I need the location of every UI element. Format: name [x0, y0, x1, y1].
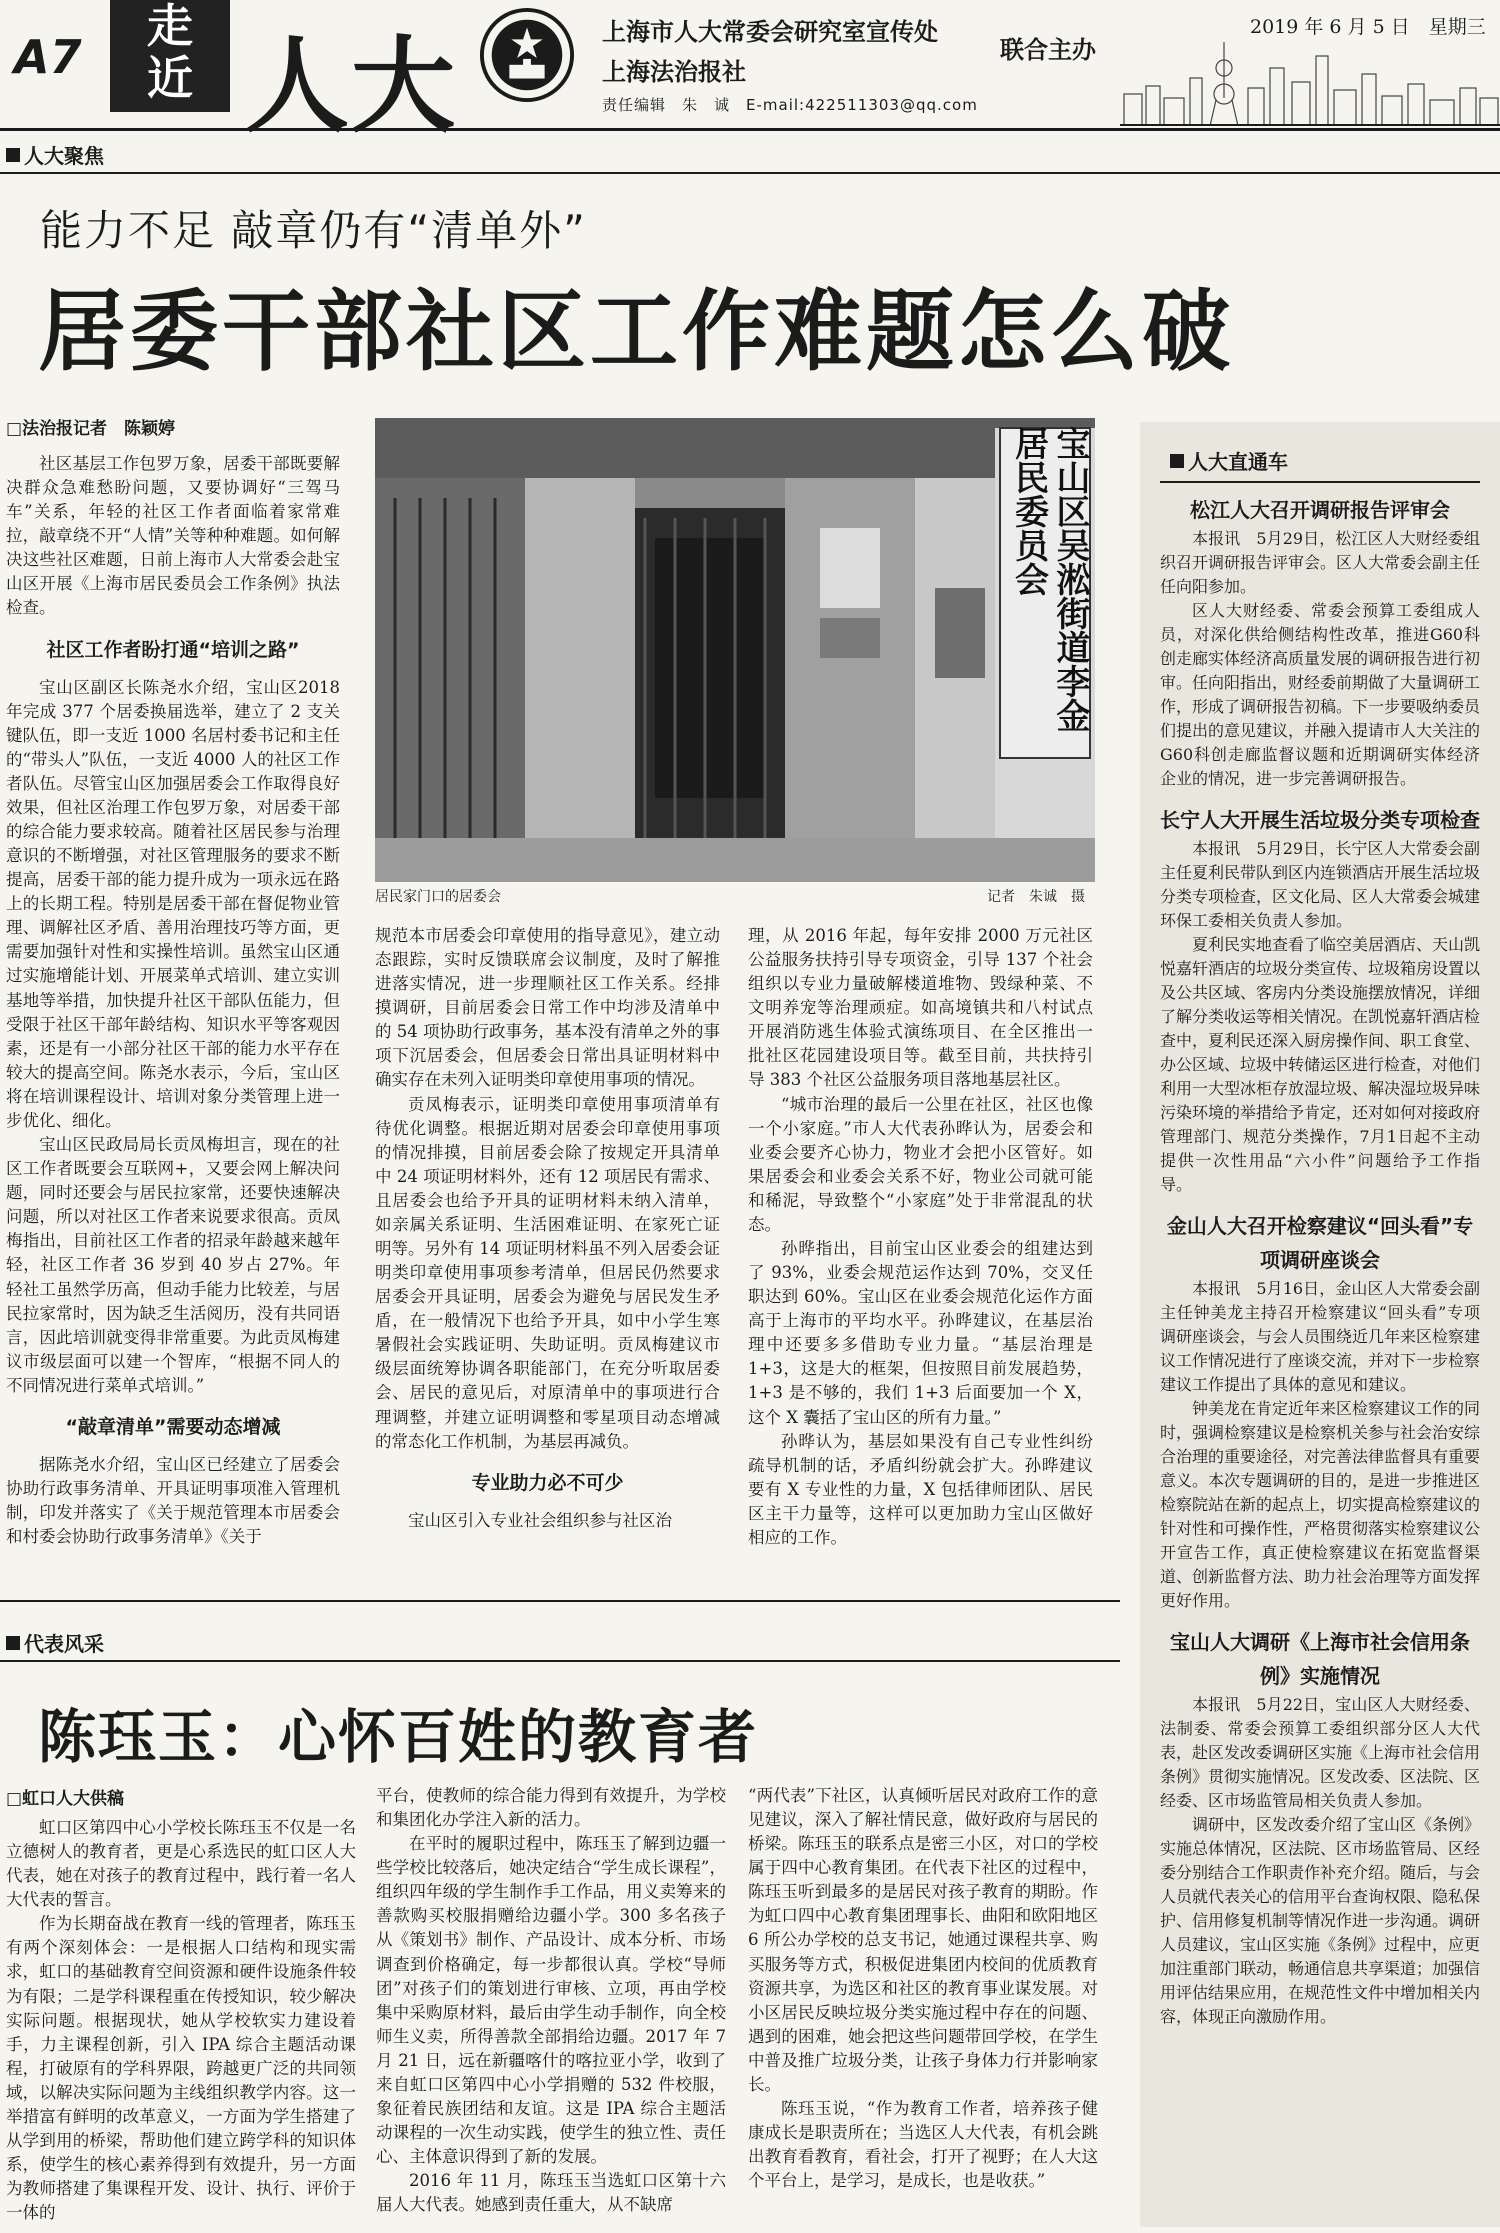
- news-title: 金山人大召开检察建议“回头看”专项调研座谈会: [1166, 1214, 1474, 1272]
- sponsor-2: 上海法治报社: [602, 58, 746, 86]
- profile-column-3: [748, 1784, 1098, 2226]
- article-column-2: [375, 924, 720, 1584]
- masthead: [0, 0, 1500, 147]
- paragraph: 区人大财经委、常委会预算工委组成人员，对深化供给侧结构性改革，推进G60科创走廊实体经济高质量发展的调研报告进行初审。任向阳指出，财经委前期做了大量调研工作，形成了调研报告初稿。下一步要吸纳委员们提出的意见建议，并融入提请市人大关注的G60科创走廊监督议题和近期调研实体经济企业的情况，进一步完善调研报告。: [1160, 601, 1481, 788]
- subheading: 社区工作者盼打通“培训之路”: [46, 638, 300, 661]
- paragraph: 作为长期奋战在教育一线的管理者，陈珏玉有两个深刻体会：一是根据人口结构和现实需求，虹口的基础教育空间资源和硬件设施条件较为有限；二是学科课程重在传授知识，较少解决实际问题。根据现状，她从学校软实力建设着手，力主课程创新，引入 IPA 综合主题活动课程，打破原有的学科界限，跨越更广泛的共同领域，以解决实际问题为主线组织教学内容。这一举措富有鲜明的改革意义，一方面为学生搭建了从学到用的桥梁，帮助他们建立跨学科的知识体系，使学生的核心素养得到有效提升，另一方面为教师搭建了集课程开发、设计、执行、评价于一体的: [6, 1914, 356, 2223]
- news-body: [1160, 1693, 1480, 2029]
- news-body: [1160, 1277, 1480, 1613]
- profile-column-1: [6, 1816, 356, 2226]
- paragraph: 本报讯 5月22日，宝山区人大财经委、法制委、常委会预算工委组织部分区人大代表，赴区发改委调研区实施《上海市社会信用条例》贯彻实施情况。区发改委、区法院、区经委、区市场监管局相关负责人参加。: [1160, 1695, 1481, 1810]
- article-column-3: [748, 924, 1093, 1584]
- photo-caption: 居民家门口的居委会: [375, 889, 501, 905]
- paragraph: 宝山区民政局局长贡凤梅坦言，现在的社区工作者既要会互联网+，又要会网上解决问题，同时还要会与居民拉家常，还要快速解决问题，所以对社区工作者来说要求很高。贡凤梅指出，目前社区工作者的招录年龄越来越年轻，社区工作者 36 岁到 40 岁占 27%。年轻社工虽然学历高，但动手能力比较差，与居民拉家常时，因为缺乏生活阅历，没有共同语言，因此培训就变得非常重要。为此贡凤梅建议市级层面可以建一个智库，“根据不同人的不同情况进行菜单式培训。”: [6, 1135, 340, 1395]
- section-label-profile: [6, 1628, 104, 1657]
- section-label-text: 人大直通车: [1188, 450, 1288, 474]
- paragraph: “城市治理的最后一公里在社区，社区也像一个小家庭。”市人大代表孙晔认为，居委会和业委会要齐心协力，物业才会把小区管好。如果居委会和业委会关系不好，物业公司就可能和稀泥，导致整个“小家庭”处于非常混乱的状态。: [748, 1094, 1093, 1234]
- sidebar-news-item: [1160, 1625, 1480, 2029]
- news-title: 松江人大召开调研报告评审会: [1190, 498, 1450, 522]
- photo-sign-text: 宝山区吴淞街道李金居民委员会: [1008, 426, 1090, 732]
- paragraph: 据陈尧水介绍，宝山区已经建立了居委会协助行政事务清单、开具证明事项准入管理机制，印发并落实了《关于规范管理本市居委会和村委会协助行政事务清单》《关于: [6, 1454, 340, 1547]
- paragraph: 夏利民实地查看了临空美居酒店、天山凯悦嘉轩酒店的垃圾分类宣传、垃圾箱房设置以及公共区域、客房内分类设施摆放情况，详细了解分类收运等相关情况。在凯悦嘉轩酒店检查中，夏利民还深入厨房操作间、职工食堂、办公区域、垃圾中转储运区进行检查，对他们利用一大型冰柜存放湿垃圾、解决湿垃圾异味污染环境的举措给予肯定，还对如何对接政府管理部门、规范分类操作，7月1日起不主动提供一次性用品“六小件”问题给予工作指导。: [1160, 935, 1481, 1194]
- divider: [0, 1600, 1120, 1602]
- news-title: 长宁人大开展生活垃圾分类专项检查: [1160, 808, 1480, 832]
- section-label-text: 人大聚焦: [24, 144, 104, 168]
- editor-line: 责任编辑 朱 诚 E-mail:422511303@qq.com: [602, 96, 978, 114]
- sidebar-news-column: [1140, 422, 1500, 2227]
- sidebar-news-item: [1160, 493, 1480, 791]
- paragraph: 宝山区副区长陈尧水介绍，宝山区2018 年完成 377 个居委换届选举，建立了 2 支关键队伍，即一支近 1000 名居村委书记和主任的“带头人”队伍，一支近 4000 人的社区工作者队伍。尽管宝山区加强居委会工作取得良好效果，但社区治理工作包罗万象，对居委干部的综合能力要求较高。随着社区居民参与治理意识的不断增强，对社区管理服务的要求不断提高，居委干部的能力提升成为一项永远在路上的长期工程。特别是居委干部在督促物业管理、调解社区矛盾、善用治理技巧等方面，更需要加强针对性和实操性培训。虽然宝山区通过实施增能计划、开展菜单式培训、建立实训基地等举措，加快提升社区干部队伍能力，但受限于社区干部年龄结构、知识水平等客观因素，还是有一小部分社区干部的能力水平存在较大的提高空间。陈尧水表示，今后，宝山区将在培训课程设计、培训对象分类管理上进一步优化、细化。: [6, 677, 340, 1130]
- paragraph: 2016 年 11 月，陈珏玉当选虹口区第十六届人大代表。她感到责任重大，从不缺席: [376, 2171, 726, 2215]
- profile-byline: □虹口人大供稿: [6, 1789, 125, 1809]
- article-kicker: 能力不足 敲章仍有“清单外”: [40, 206, 587, 255]
- paragraph: 调研中，区发改委介绍了宝山区《条例》实施总体情况，区法院、区市场监管局、区经委分别结合工作职责作补充介绍。随后，与会人员就代表关心的信用平台查询权限、隐私保护、信用修复机制等情况作进一步沟通。调研人员建议，宝山区实施《条例》过程中，应更加注重部门联动，畅通信息共享渠道；加强信用评估结果应用，在规范性文件中增加相关内容，体现正向激励作用。: [1160, 1815, 1481, 2026]
- paragraph: 规范本市居委会印章使用的指导意见》，建立动态跟踪，实时反馈联席会议制度，及时了解推进落实情况，进一步理顺社区工作关系。经排摸调研，目前居委会日常工作中均涉及清单中的 54 项协助行政事务，基本没有清单之外的事项下沉居委会，但居委会日常出具证明材料中确实存在未列入证明类印章使用事项的情况。: [375, 926, 720, 1090]
- subheading: 专业助力必不可少: [471, 1471, 624, 1494]
- issue-date: 2019 年 6 月 5 日 星期三: [1250, 16, 1486, 38]
- paragraph: 孙晔指出，目前宝山区业委会的组建达到了 93%，业委会规范运作达到 70%，交叉任职达到 60%。宝山区在业委会规范化运作方面高于上海市的平均水平。孙晔建议，在基层治理中还要多多借助专业力量。“基层治理是 1+3，这是大的框架，但按照目前发展趋势，1+3 是不够的，我们 1+3 后面要加一个 X，这个 X 囊括了宝山区的所有力量。”: [748, 1239, 1093, 1427]
- sponsor-role: 联合主办: [1000, 36, 1096, 64]
- shanghai-skyline-icon: [1120, 38, 1500, 126]
- sponsor-1: 上海市人大常委会研究室宣传处: [602, 18, 938, 46]
- sidebar-items: [1140, 483, 1500, 2233]
- paragraph: 虹口区第四中心小学校长陈珏玉不仅是一名立德树人的教育者，更是心系选民的虹口区人大代表，她在对孩子的教育过程中，践行着一名人大代表的誓言。: [6, 1818, 356, 1910]
- page-number: A7: [14, 30, 82, 84]
- paragraph: 本报讯 5月29日，长宁区人大常委会副主任夏利民带队到区内连锁酒店开展生活垃圾分类专项检查，区文化局、区人大常委会城建环保工委相关负责人参加。: [1160, 839, 1481, 930]
- section-square-icon: [6, 148, 20, 162]
- article-column-1: [6, 452, 340, 1572]
- section-square-icon: [6, 1636, 20, 1650]
- paragraph: 钟美龙在肯定近年来区检察建议工作的同时，强调检察建议是检察机关参与社会治安综合治理的重要途径，对完善法律监督具有重要意义。本次专题调研的目的，是进一步推进区检察院站在新的起点上，切实提高检察建议的针对性和可操作性，严格贯彻落实检察建议公开宣告工作，真正使检察建议在拓宽监督渠道、创新监督方法、助力社会治理等方面发挥更好作用。: [1160, 1399, 1481, 1610]
- sidebar-news-item: [1160, 803, 1480, 1197]
- column-name-main: 人大: [245, 25, 458, 147]
- divider: [0, 172, 1500, 174]
- section-label-focus: [6, 140, 104, 169]
- photo-caption-row: [375, 886, 1095, 906]
- paragraph: 孙晔认为，基层如果没有自己专业性纠纷疏导机制的话，矛盾纠纷就会扩大。孙晔建议要有 X 专业性的力量，X 包括律师团队、居民区主干力量等，这样可以更加助力宝山区做好相应的工作。: [748, 1431, 1093, 1547]
- paragraph: 平台，使教师的综合能力得到有效提升，为学校和集团化办学注入新的活力。: [376, 1786, 726, 1830]
- section-label-sidebar: [1170, 446, 1500, 475]
- paragraph: 理，从 2016 年起，每年安排 2000 万元社区公益服务扶持引导专项资金，引导 137 个社会组织以专业力量破解楼道堆物、毁绿种菜、不文明养宠等治理顽症。如高境镇共和八村试点开展消防逃生体验式演练项目、在全区推出一批社区花园建设项目等。截至目前，共扶持引导 383 个社区公益服务项目落地基层社区。: [748, 926, 1093, 1090]
- article-headline: 居委干部社区工作难题怎么破: [38, 280, 1235, 383]
- paragraph: 贡凤梅表示，证明类印章使用事项清单有待优化调整。根据近期对居委会印章使用事项的情况排摸，目前居委会除了按规定开具清单中 24 项证明材料外，还有 12 项居民有需求、且居委会也给予开具的证明材料未纳入清单，如亲属关系证明、生活困难证明、在家死亡证明等。另外有 14 项证明材料虽不列入居委会证明类印章使用事项参考清单，但居民仍然要求居委会开具证明，居委会为避免与居民发生矛盾，在一般情况下也给予开具，如中小学生寒暑假社会实践证明、失助证明。贡凤梅建议市级层面统筹协调各职能部门，在充分听取居委会、居民的意见后，对原清单中的事项进行合理调整，并建立证明调整和零星项目动态增减的常态化工作机制，为基层再减负。: [375, 1094, 720, 1451]
- paragraph: 社区基层工作包罗万象，居委干部既要解决群众急难愁盼问题，又要协调好“三驾马车”关系，年轻的社区工作者面临着家常难拉，敲章绕不开“人情”关等种种难题。如何解决这些社区难题，日前上海市人大常委会赴宝山区开展《上海市居民委员会工作条例》执法检查。: [6, 454, 340, 618]
- paragraph: 本报讯 5月29日，松江区人大财经委组织召开调研报告评审会。区人大常委会副主任任向阳参加。: [1160, 529, 1481, 596]
- section-label-text: 代表风采: [24, 1632, 104, 1656]
- column-name-top: 走: [147, 0, 193, 53]
- paragraph: “两代表”下社区，认真倾听居民对政府工作的意见建议，深入了解社情民意，做好政府与居民的桥梁。陈珏玉的联系点是密三小区，对口的学校属于四中心教育集团。在代表下社区的过程中，陈珏玉听到最多的是居民对孩子教育的期盼。作为虹口四中心教育集团理事长、曲阳和欧阳地区 6 所公办学校的总支书记，她通过课程共享、购买服务等方式，积极促进集团内校间的优质教育资源共享，为选区和社区的教育事业谋发展。对小区居民反映垃圾分类实施过程中存在的问题、遇到的困难，她会把这些问题带回学校，在学生中普及推广垃圾分类，让孩子身体力行并影响家长。: [748, 1786, 1098, 2094]
- news-title: 宝山人大调研《上海市社会信用条例》实施情况: [1170, 1630, 1470, 1688]
- paragraph: 陈珏玉说，“作为教育工作者，培养孩子健康成长是职责所在；当选区人大代表，有机会跳出教育看教育，看社会，打开了视野；在人大这个平台上，是学习，是成长，也是收获。”: [748, 2099, 1098, 2191]
- sidebar-news-item: [1160, 1209, 1480, 1613]
- divider: [0, 1660, 1120, 1662]
- profile-column-2: [376, 1784, 726, 2226]
- news-body: [1160, 837, 1480, 1197]
- residents-committee-photo: [375, 418, 1095, 882]
- news-body: [1160, 527, 1480, 791]
- national-emblem-icon: [478, 6, 576, 104]
- profile-headline: 陈珏玉：心怀百姓的教育者: [38, 1703, 759, 1771]
- paragraph: 本报讯 5月16日，金山区人大常委会副主任钟美龙主持召开检察建议“回头看”专项调研座谈会，与会人员围绕近几年来区检察建议工作情况进行了座谈交流，并对下一步检察建议工作提出了具体的意见和建议。: [1160, 1279, 1481, 1394]
- subheading: “敲章清单”需要动态增减: [65, 1415, 281, 1438]
- paragraph: 宝山区引入专业社会组织参与社区治: [408, 1510, 672, 1530]
- column-name-bottom: 近: [147, 51, 193, 105]
- section-square-icon: [1170, 454, 1184, 468]
- paragraph: 在平时的履职过程中，陈珏玉了解到边疆一些学校比较落后，她决定结合“学生成长课程”，组织四年级的学生制作手工作品，用义卖筹来的善款购买校服捐赠给边疆小学。300 多名孩子从《策划书》制作、产品设计、成本分析、市场调查到价格确定，每一步都很认真。学校“导师团”对孩子们的策划进行审核、立项，再由学校集中采购原材料，最后由学生动手制作，向全校师生义卖，所得善款全部捐给边疆。2017 年 7 月 21 日，远在新疆喀什的喀拉亚小学，收到了来自虹口区第四中心小学捐赠的 532 件校服，象征着民族团结和友谊。这是 IPA 综合主题活动课程的一次生动实践，使学生的独立性、责任心、主体意识得到了新的发展。: [376, 1834, 726, 2167]
- photo-credit: 记者 朱诚 摄: [987, 889, 1085, 905]
- article-byline: □法治报记者 陈颖婷: [6, 419, 176, 439]
- column-name-box: [110, 0, 230, 112]
